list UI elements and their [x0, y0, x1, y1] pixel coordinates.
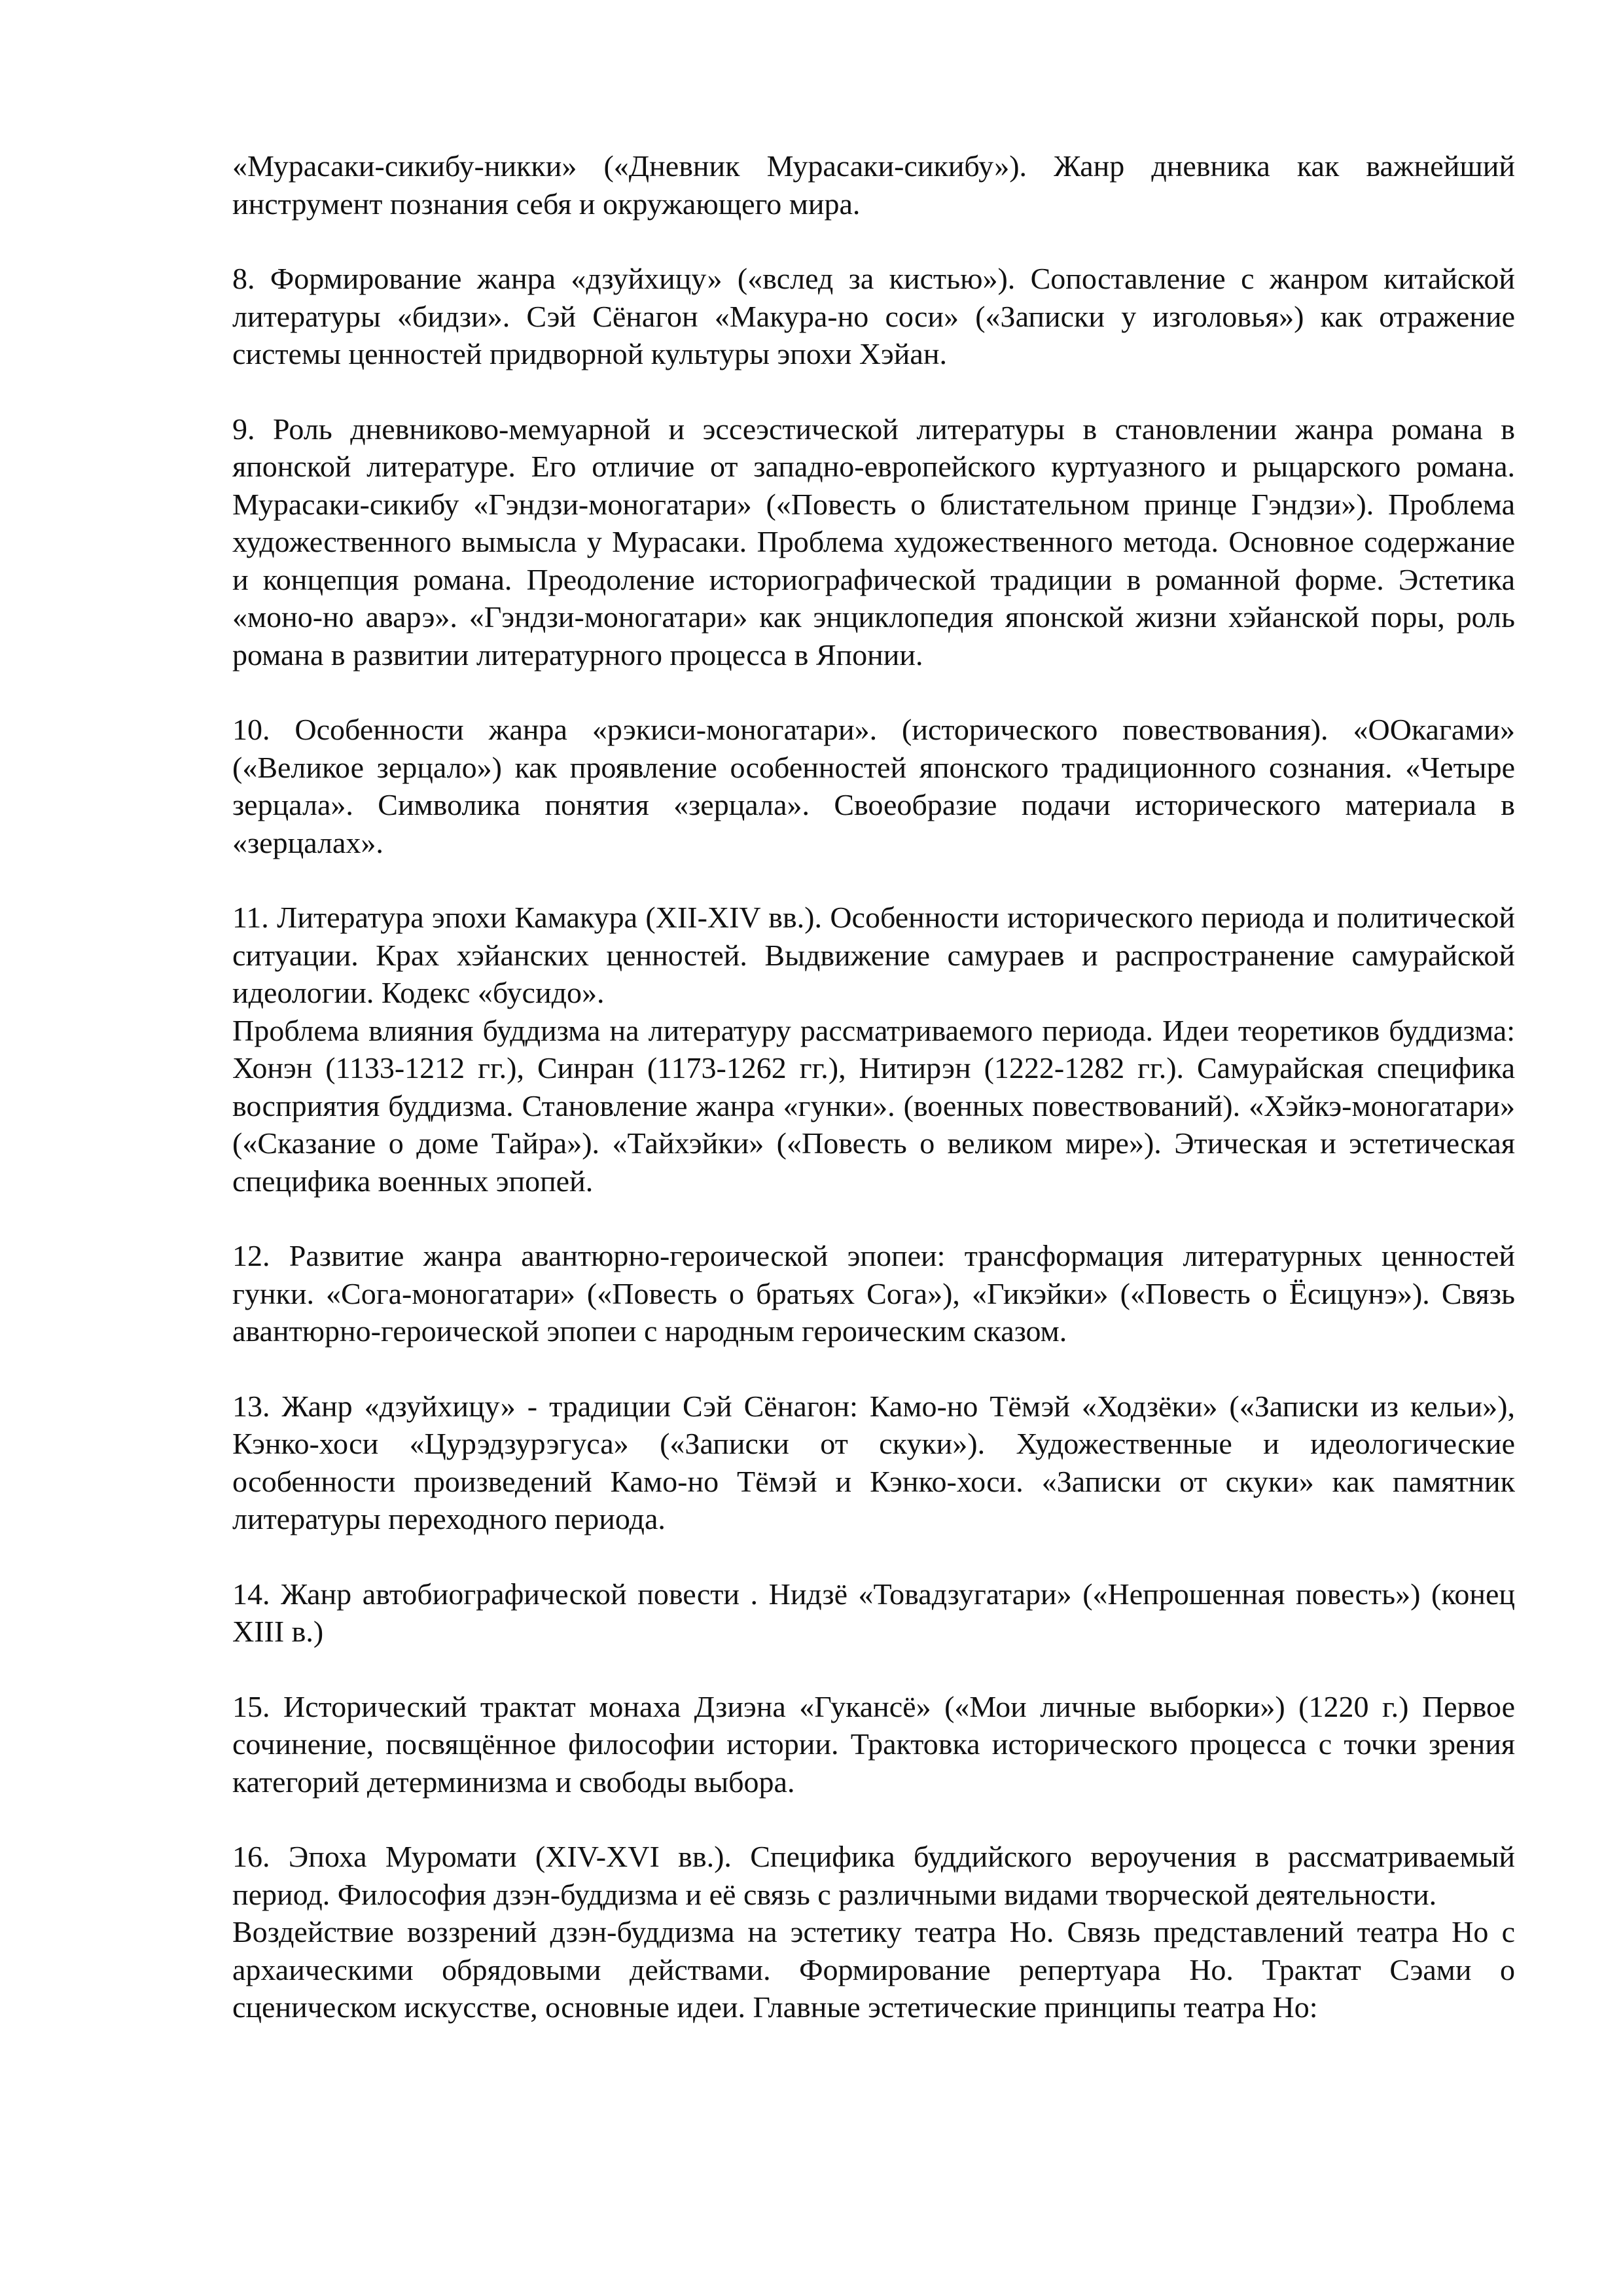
paragraph-item-13: 13. Жанр «дзуйхицу» - традиции Сэй Сёнагон: Камо-но Тёмэй «Ходзёки» («Записки из кельи»), Кэнко-хоси «Цурэдзурэгуса» («Записки от скуки»). Художественные и идеологические особенности произведений Камо-но Тёмэй и Кэнко-хоси. «Записки от скуки» как памятник литературы переходного периода. [232, 1389, 1515, 1535]
paragraph-item-11: 11. Литература эпохи Камакура (XII-XIV вв.). Особенности исторического периода и политической ситуации. Крах хэйанских ценностей. Выдвижение самураев и распространение самурайской идеологии. Кодекс «бусидо». [232, 901, 1515, 1009]
paragraph-item-14: 14. Жанр автобиографической повести . Нидзё «Товадзугатари» («Непрошенная повесть») (конец XIII в.) [232, 1577, 1515, 1648]
paragraph-item-16: 16. Эпоха Муромати (XIV-XVI вв.). Специфика буддийского вероучения в рассматриваемый период. Философия дзэн-буддизма и её связь с различными видами творческой деятельности. [232, 1840, 1515, 1911]
paragraph-item-10: 10. Особенности жанра «рэкиси-моногатари». (исторического повествования). «ООкагами» («Великое зерцало») как проявление особенностей японского традиционного сознания. «Четыре зерцала». Символика понятия «зерцала». Своеобразие подачи исторического материала в «зерцалах». [232, 713, 1515, 859]
paragraph-item-11-continued: Проблема влияния буддизма на литературу рассматриваемого периода. Идеи теоретиков буддизма: Хонэн (1133-1212 гг.), Синран (1173-1262 гг.), Нитирэн (1222-1282 гг.). Самурайская специфика восприятия буддизма. Становление жанра «гунки». (военных повествований). «Хэйкэ-моногатари» («Сказание о доме Тайра»). «Тайхэйки» («Повесть о великом мире»). Этическая и эстетическая специфика военных эпопей. [232, 1013, 1515, 1198]
paragraph-item-16-continued: Воздействие воззрений дзэн-буддизма на эстетику театра Но. Связь представлений театра Но с архаическими обрядовыми действами. Формирование репертуара Но. Трактат Сэами о сценическом искусстве, основные идеи. Главные эстетические принципы театра Но: [232, 1915, 1515, 2024]
paragraph-item-9: 9. Роль дневниково-мемуарной и эссеэстической литературы в становлении жанра романа в японской литературе. Его отличие от западно-европейского куртуазного и рыцарского романа. Мурасаки-сикибу «Гэндзи-моногатари» («Повесть о блистательном принце Гэндзи»). Проблема художественного вымысла у Мурасаки. Проблема художественного метода. Основное содержание и концепция романа. Преодоление историографической традиции в романной форме. Эстетика «моно-но аварэ». «Гэндзи-моногатари» как энциклопедия японской жизни хэйанской поры, роль романа в развитии литературного процесса в Японии. [232, 412, 1515, 672]
paragraph-item-12: 12. Развитие жанра авантюрно-героической эпопеи: трансформация литературных ценностей гунки. «Сога-моногатари» («Повесть о братьях Сога»), «Гикэйки» («Повесть о Ёсицунэ»). Связь авантюрно-героической эпопеи с народным героическим сказом. [232, 1239, 1515, 1348]
document-body [232, 147, 1515, 2064]
paragraph-murasaki-diary: «Мурасаки-сикибу-никки» («Дневник Мурасаки-сикибу»). Жанр дневника как важнейший инструмент познания себя и окружающего мира. [232, 149, 1515, 221]
paragraph-item-15: 15. Исторический трактат монаха Дзиэна «Гукансё» («Мои личные выборки») (1220 г.) Первое сочинение, посвящённое философии истории. Трактовка исторического процесса с точки зрения категорий детерминизма и свободы выбора. [232, 1689, 1515, 1799]
paragraph-item-8: 8. Формирование жанра «дзуйхицу» («вслед за кистью»). Сопоставление с жанром китайской литературы «бидзи». Сэй Сёнагон «Макура-но соси» («Записки у изголовья») как отражение системы ценностей придворной культуры эпохи Хэйан. [232, 262, 1515, 370]
